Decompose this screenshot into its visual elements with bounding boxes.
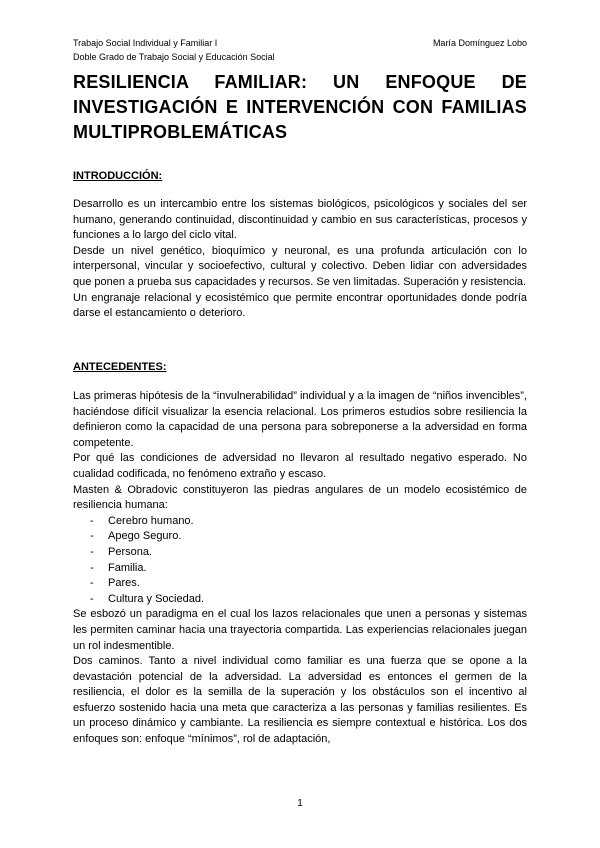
course-name: Trabajo Social Individual y Familiar I: [73, 38, 218, 48]
paragraph: Masten & Obradovic constituyeron las piedras angulares de un modelo ecosistémico de resiliencia humana:: [73, 483, 527, 512]
antecedentes-body: [73, 389, 527, 748]
paragraph: Dos caminos. Tanto a nivel individual como familiar es una fuerza que se opone a la devastación potencial de la adversidad. La adversidad es entonces el germen de la resiliencia, el dolor es la semilla de la superación y los obstáculos son el incentivo al esfuerzo sostenido hacia una meta que caracteriza a las personas y familias resilientes. Es un proceso dinámico y cambiante. La resiliencia es siempre contextual e histórica. Los dos enfoques son: enfoque “mínimos”, rol de adaptación,: [73, 655, 527, 746]
intro-heading: INTRODUCCIÓN:: [73, 170, 163, 182]
document-title: RESILIENCIA FAMILIAR: UN ENFOQUE DE INVESTIGACIÓN E INTERVENCIÓN CON FAMILIAS MULTIPROBLEMÁTICAS: [73, 72, 527, 142]
ecosystem-list: [73, 514, 527, 608]
list-item: - Cerebro humano.: [73, 514, 527, 530]
antecedentes-heading: ANTECEDENTES:: [73, 361, 167, 373]
paragraph: Desde un nivel genético, bioquímico y neuronal, es una profunda articulación con lo interpersonal, vincular y socioefectivo, cultural y colectivo. Deben lidiar con adversidades que ponen a prueba sus capacidades y recursos. Se ven limitadas. Superación y resistencia.: [73, 244, 527, 288]
paragraph: Un engranaje relacional y ecosistémico que permite encontrar oportunidades donde podría darse el estancamiento o deterioro.: [73, 291, 527, 320]
paragraph: Se esbozó un paradigma en el cual los lazos relacionales que unen a personas y sistemas les permiten caminar hacia una trayectoria compartida. Las experiencias relacionales juegan un rol indesmentible.: [73, 608, 527, 652]
page-number: 1: [297, 798, 303, 809]
list-item: - Cultura y Sociedad.: [73, 592, 527, 608]
list-item: - Pares.: [73, 576, 527, 592]
page-header: [73, 36, 527, 64]
paragraph: Por qué las condiciones de adversidad no llevaron al resultado negativo esperado. No cualidad codificada, no fenómeno extraño y escaso.: [73, 452, 527, 480]
degree-name: Doble Grado de Trabajo Social y Educación Social: [73, 52, 275, 62]
list-item: - Persona.: [73, 545, 527, 561]
paragraph: Las primeras hipótesis de la “invulnerabilidad” individual y a la imagen de “niños invencibles”, haciéndose difícil visualizar la esencia relacional. Los primeros estudios sobre resiliencia la definieron como la capacidad de una persona para sobreponerse a la adversidad en forma competente.: [73, 390, 527, 449]
list-item: - Apego Seguro.: [73, 529, 527, 545]
author-name: María Domínguez Lobo: [432, 38, 527, 48]
paragraph: Desarrollo es un intercambio entre los sistemas biológicos, psicológicos y sociales del ser humano, generando continuidad, discontinuidad y cambio en sus características, procesos y funciones a lo largo del ciclo vital.: [73, 198, 527, 242]
intro-body: [73, 197, 527, 322]
list-item: - Familia.: [73, 561, 527, 577]
